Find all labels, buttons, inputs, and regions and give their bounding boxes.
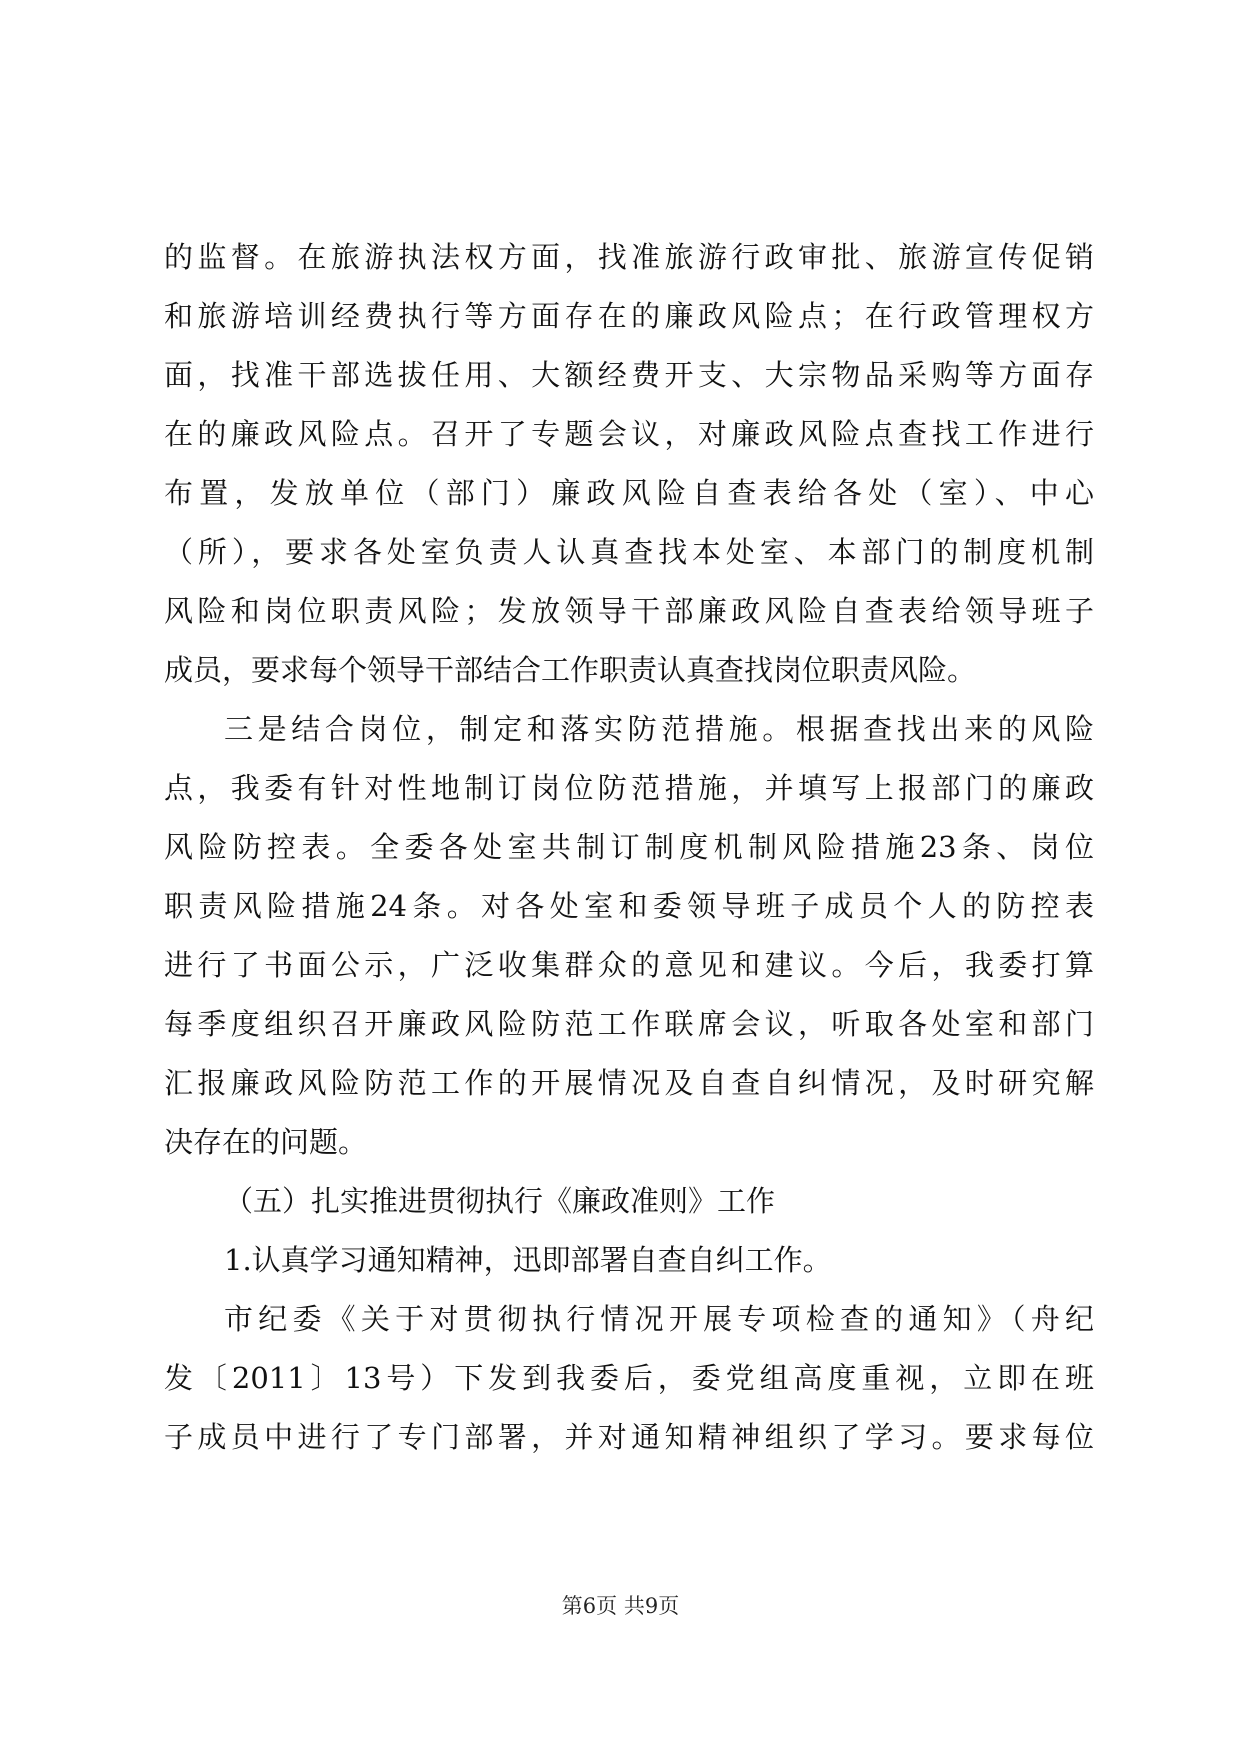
- text-line: 汇报廉政风险防范工作的开展情况及自查自纠情况，及时研究解: [164, 1066, 1094, 1100]
- text-line: 成员，要求每个领导干部结合工作职责认真查找岗位职责风险。: [164, 653, 977, 687]
- subsection-heading: 1.认真学习通知精神，迅即部署自查自纠工作。: [224, 1243, 832, 1277]
- text-line: 布置，发放单位（部门）廉政风险自查表给各处（室）、中心: [164, 476, 1094, 510]
- text-line: 的监督。在旅游执法权方面，找准旅游行政审批、旅游宣传促销: [164, 240, 1094, 274]
- text-line: 每季度组织召开廉政风险防范工作联席会议，听取各处室和部门: [164, 1007, 1094, 1041]
- section-heading: （五）扎实推进贯彻执行《廉政准则》工作: [224, 1184, 776, 1218]
- paragraph-start-line: 三是结合岗位，制定和落实防范措施。根据查找出来的风险: [224, 712, 1094, 746]
- text-line: 子成员中进行了专门部署，并对通知精神组织了学习。要求每位: [164, 1420, 1094, 1454]
- text-line: 发〔2011〕13号）下发到我委后，委党组高度重视，立即在班: [164, 1361, 1094, 1395]
- paragraph-start-line: 市纪委《关于对贯彻执行情况开展专项检查的通知》（舟纪: [224, 1302, 1094, 1336]
- text-line: 职责风险措施24条。对各处室和委领导班子成员个人的防控表: [164, 889, 1094, 923]
- text-line: 点，我委有针对性地制订岗位防范措施，并填写上报部门的廉政: [164, 771, 1094, 805]
- text-line: 风险防控表。全委各处室共制订制度机制风险措施23条、岗位: [164, 830, 1094, 864]
- text-line: 进行了书面公示，广泛收集群众的意见和建议。今后，我委打算: [164, 948, 1094, 982]
- page-number-footer: 第6页 共9页: [561, 1594, 680, 1618]
- text-line: 在的廉政风险点。召开了专题会议，对廉政风险点查找工作进行: [164, 417, 1094, 451]
- text-line: 风险和岗位职责风险；发放领导干部廉政风险自查表给领导班子: [164, 594, 1094, 628]
- text-line: （所），要求各处室负责人认真查找本处室、本部门的制度机制: [164, 535, 1094, 569]
- document-body: [164, 228, 1094, 1467]
- text-line: 和旅游培训经费执行等方面存在的廉政风险点；在行政管理权方: [164, 299, 1094, 333]
- text-line: 决存在的问题。: [164, 1125, 368, 1159]
- text-line: 面，找准干部选拔任用、大额经费开支、大宗物品采购等方面存: [164, 358, 1094, 392]
